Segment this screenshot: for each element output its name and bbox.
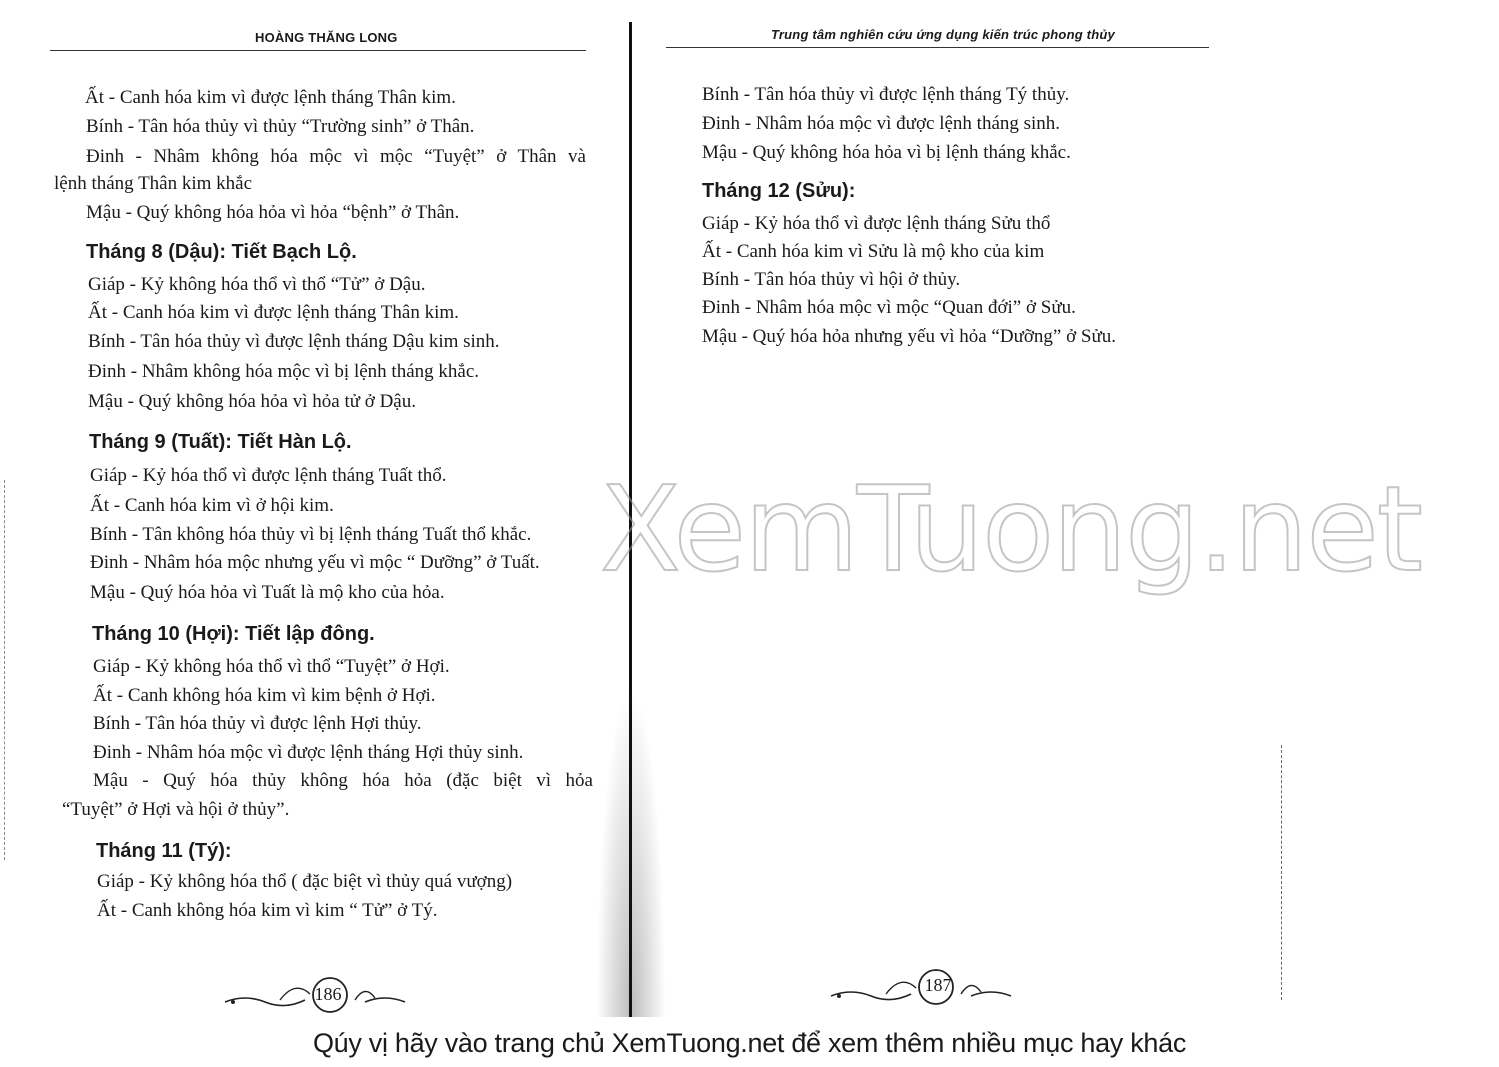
- text-line: Ất - Canh không hóa kim vì kim “ Tử” ở Tý.: [97, 900, 438, 921]
- running-head-author: HOÀNG THĂNG LONG: [255, 30, 398, 45]
- text-line: Giáp - Kỷ hóa thổ vì được lệnh tháng Sửu thổ: [702, 213, 1051, 234]
- text-line: Đinh - Nhâm hóa mộc vì được lệnh tháng sinh.: [702, 113, 1061, 134]
- scan-edge: [4, 480, 7, 860]
- watermark: XemTuong.net: [600, 460, 1422, 598]
- text-line: Ất - Canh hóa kim vì ở hội kim.: [90, 495, 334, 516]
- text-line: Mậu - Quý hóa thủy không hóa hỏa (đặc biệt vì hỏa: [93, 770, 593, 791]
- section-heading: Tháng 11 (Tý):: [96, 840, 232, 862]
- text-line: Mậu - Quý hóa hỏa vì Tuất là mộ kho của hỏa.: [90, 582, 445, 603]
- header-rule: [666, 47, 1209, 48]
- page-number: 187: [924, 975, 952, 995]
- text-line: Đinh - Nhâm không hóa mộc vì mộc “Tuyệt” ở Thân và: [86, 146, 586, 167]
- text-line: Bính - Tân hóa thủy vì được lệnh Hợi thủy.: [93, 713, 422, 734]
- section-heading: Tháng 9 (Tuất): Tiết Hàn Lộ.: [89, 431, 352, 453]
- section-heading: Tháng 10 (Hợi): Tiết lập đông.: [92, 623, 375, 645]
- text-line: Bính - Tân hóa thủy vì hội ở thủy.: [702, 269, 961, 290]
- text-line: Mậu - Quý không hóa hỏa vì hỏa “bệnh” ở Thân.: [86, 202, 460, 223]
- text-line: Bính - Tân hóa thủy vì thủy “Trường sinh” ở Thân.: [86, 116, 475, 137]
- text-line: “Tuyệt” ở Hợi và hội ở thủy”.: [62, 799, 290, 820]
- left-page: [0, 0, 625, 1020]
- text-line: Đinh - Nhâm không hóa mộc vì bị lệnh tháng khắc.: [88, 361, 480, 382]
- text-line: Đinh - Nhâm hóa mộc nhưng yếu vì mộc “ Dưỡng” ở Tuất.: [90, 552, 540, 573]
- section-heading: Tháng 8 (Dậu): Tiết Bạch Lộ.: [86, 241, 357, 263]
- text-line: Ất - Canh hóa kim vì được lệnh tháng Thân kim.: [85, 87, 456, 108]
- text-line: Giáp - Kỷ không hóa thổ vì thổ “Tuyệt” ở Hợi.: [93, 656, 450, 677]
- text-line: lệnh tháng Thân kim khắc: [54, 173, 253, 194]
- text-line: Bính - Tân hóa thủy vì được lệnh tháng Dậu kim sinh.: [88, 331, 500, 352]
- footer-text: Qúy vị hãy vào trang chủ XemTuong.net để xem thêm nhiều mục hay khác: [312, 1028, 1187, 1058]
- text-line: Mậu - Quý không hóa hỏa vì bị lệnh tháng khắc.: [702, 142, 1071, 163]
- text-line: Ất - Canh hóa kim vì Sửu là mộ kho của kim: [702, 241, 1045, 262]
- text-line: Ất - Canh hóa kim vì được lệnh tháng Thân kim.: [88, 302, 459, 323]
- section-heading: Tháng 12 (Sửu):: [702, 180, 856, 202]
- text-line: Đinh - Nhâm hóa mộc vì mộc “Quan đới” ở Sửu.: [702, 297, 1076, 318]
- text-line: Đinh - Nhâm hóa mộc vì được lệnh tháng Hợi thủy sinh.: [93, 742, 524, 763]
- page-number: 186: [314, 984, 342, 1004]
- header-rule: [50, 50, 586, 51]
- text-line: Giáp - Kỷ hóa thổ vì được lệnh tháng Tuất thổ.: [90, 465, 447, 486]
- text-line: Mậu - Quý không hóa hỏa vì hỏa tử ở Dậu.: [88, 391, 416, 412]
- text-line: Bính - Tân hóa thủy vì được lệnh tháng Tý thủy.: [702, 84, 1070, 105]
- running-head-title: Trung tâm nghiên cứu ứng dụng kiến trúc phong thủy: [771, 27, 1115, 42]
- text-line: Giáp - Kỷ không hóa thổ vì thổ “Tử” ở Dậu.: [88, 274, 426, 295]
- text-line: Bính - Tân không hóa thủy vì bị lệnh tháng Tuất thổ khắc.: [90, 524, 532, 545]
- footer-banner: [0, 1018, 1499, 1067]
- text-line: Giáp - Kỷ không hóa thổ ( đặc biệt vì thủy quá vượng): [97, 871, 513, 892]
- text-line: Mậu - Quý hóa hỏa nhưng yếu vì hỏa “Dưỡng” ở Sửu.: [702, 326, 1117, 347]
- text-line: Ất - Canh không hóa kim vì kim bệnh ở Hợi.: [93, 685, 436, 706]
